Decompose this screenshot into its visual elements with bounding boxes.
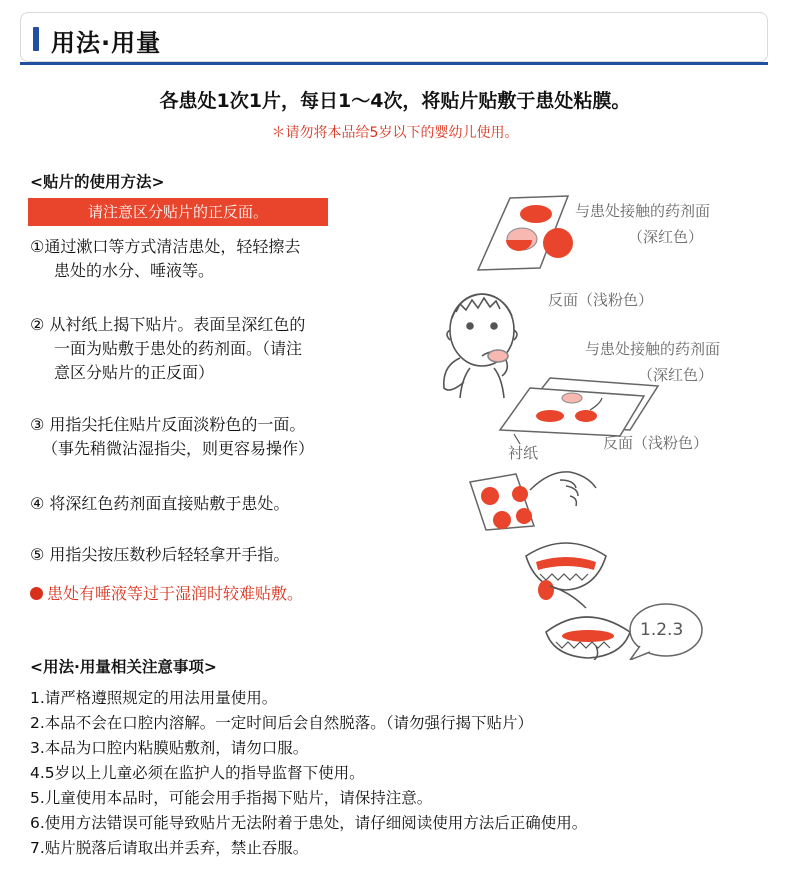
note-item: 1.请严格遵照规定的用法用量使用。 — [30, 689, 278, 707]
usage-illustration — [430, 190, 770, 660]
header-divider — [20, 62, 768, 65]
step-2-line-2: 一面为贴敷于患处的药剂面。（请注 — [54, 339, 303, 358]
dosage-text: 各患处1次1片，每日1～4次，将贴片贴敷于患处粘膜。 — [159, 90, 631, 112]
hand-sheet-illustration — [470, 472, 596, 530]
mouth-illustration-1 — [526, 543, 606, 608]
drug-side-label: 与患处接触的药剂面 — [575, 202, 711, 220]
note-item: 7.贴片脱落后请取出并丢弃，禁止吞服。 — [30, 839, 309, 857]
header-accent-bar — [33, 27, 39, 51]
note-item: 3.本品为口腔内粘膜贴敷剂，请勿口服。 — [30, 739, 309, 757]
step-1-line-1: ①通过漱口等方式清洁患处，轻轻擦去 — [30, 237, 301, 256]
usage-step-2 — [30, 313, 430, 385]
note-item: 4.5岁以上儿童必须在监护人的指导监督下使用。 — [30, 764, 365, 782]
section-header — [20, 12, 768, 62]
step-3-line-1: ③ 用指尖托住贴片反面淡粉色的一面。 — [30, 415, 306, 434]
age-warning: ＊请勿将本品给5岁以下的婴幼儿使用。 — [271, 125, 519, 141]
section-title: 用法·用量 — [51, 29, 162, 57]
back-side-label-2: 反面（浅粉色） — [603, 434, 709, 452]
red-dot-icon — [30, 587, 43, 600]
notes-list — [30, 686, 770, 861]
back-side-label: 反面（浅粉色） — [548, 291, 654, 309]
saliva-note-text: 患处有唾液等过于湿润时较难贴敷。 — [47, 584, 304, 603]
saliva-note — [30, 582, 303, 606]
usage-step-4 — [30, 492, 430, 516]
usage-step-3 — [30, 413, 430, 461]
note-item: 2.本品不会在口腔内溶解。一定时间后会自然脱落。（请勿强行揭下贴片） — [30, 714, 534, 732]
step-1-line-2: 患处的水分、唾液等。 — [54, 261, 215, 280]
child-face-illustration — [444, 294, 517, 398]
count-bubble-text: 1.2.3 — [640, 620, 684, 640]
note-item: 5.儿童使用本品时，可能会用手指揭下贴片，请保持注意。 — [30, 789, 433, 807]
caution-banner: 请注意区分贴片的正反面。 — [28, 198, 328, 226]
drug-side-color-label-2: （深红色） — [638, 366, 714, 384]
usage-step-1 — [30, 235, 430, 283]
usage-heading: <贴片的使用方法> — [30, 173, 165, 191]
step-3-line-2: （事先稍微沾湿指尖，则更容易操作） — [42, 439, 315, 458]
usage-step-5 — [30, 543, 430, 567]
liner-label: 衬纸 — [508, 444, 539, 462]
step-2-line-3: 意区分贴片的正反面） — [54, 363, 215, 382]
drug-side-color-label: （深红色） — [628, 228, 704, 246]
step-2-line-1: ② 从衬纸上揭下贴片。表面呈深红色的 — [30, 315, 306, 334]
note-item: 6.使用方法错误可能导致贴片无法附着于患处，请仔细阅读使用方法后正确使用。 — [30, 814, 588, 832]
step-5-line-1: ⑤ 用指尖按压数秒后轻轻拿开手指。 — [30, 545, 290, 564]
step-4-line-1: ④ 将深红色药剂面直接贴敷于患处。 — [30, 494, 290, 513]
patch-sheet-illustration — [478, 196, 573, 270]
drug-side-label-2: 与患处接触的药剂面 — [585, 340, 721, 358]
notes-heading: <用法·用量相关注意事项> — [30, 658, 217, 676]
